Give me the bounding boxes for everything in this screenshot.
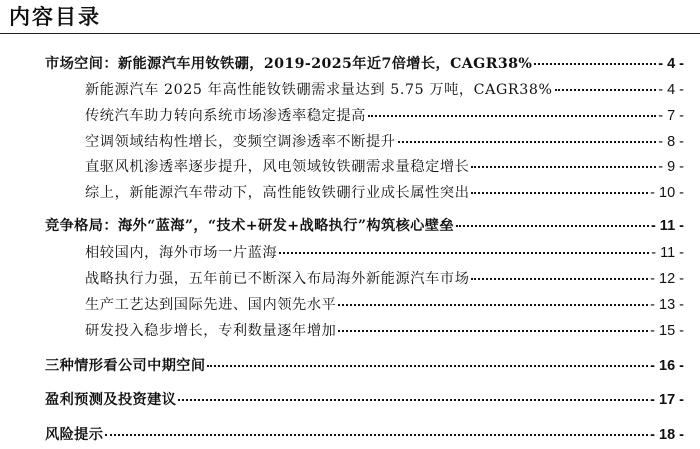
toc-entry-page: - 10 -: [650, 185, 684, 201]
toc-entry-label: 综上，新能源汽车带动下，高性能钕铁硼行业成长属性突出: [85, 185, 470, 201]
toc-entry-label: 空调领域结构性增长，变频空调渗透率不断提升: [85, 134, 396, 150]
dot-leader: [471, 192, 648, 194]
toc-entry-label: 三种情形看公司中期空间: [45, 358, 206, 374]
dot-leader: [105, 434, 648, 436]
toc-entry-nev-demand[interactable]: [85, 78, 684, 102]
toc-entry-risks[interactable]: [45, 423, 684, 447]
toc-entry-label: 研发投入稳步增长，专利数量逐年增加: [85, 323, 337, 339]
dot-leader: [207, 365, 648, 367]
toc-entry-wind-power[interactable]: [85, 155, 684, 179]
toc-entry-page: - 4 -: [658, 56, 684, 72]
dot-leader: [178, 399, 648, 401]
toc-entry-label: 传统汽车助力转向系统市场渗透率稳定提高: [85, 108, 366, 124]
toc-entry-page: - 13 -: [650, 297, 684, 313]
dot-leader: [279, 252, 649, 254]
toc-entry-page: - 11 -: [651, 245, 684, 261]
dot-leader: [471, 278, 648, 280]
toc-entry-page: - 4 -: [658, 82, 684, 98]
dot-leader: [398, 141, 657, 143]
toc-entry-overseas-market[interactable]: [85, 241, 684, 265]
toc-entry-power-steering[interactable]: [85, 104, 684, 128]
toc-entry-rnd[interactable]: [85, 319, 684, 343]
toc-entry-competition[interactable]: [45, 214, 684, 238]
toc-entry-forecast[interactable]: [45, 388, 684, 412]
toc-entry-scenarios[interactable]: [45, 354, 684, 378]
toc-title: 内容目录: [9, 4, 101, 29]
dot-leader: [555, 89, 657, 91]
toc-entry-page: - 11 -: [650, 218, 684, 234]
toc-entry-page: - 7 -: [658, 108, 684, 124]
toc-entry-page: - 17 -: [650, 392, 684, 408]
toc-entry-air-conditioning[interactable]: [85, 130, 684, 154]
dot-leader: [338, 330, 648, 332]
toc-entry-page: - 8 -: [658, 134, 684, 150]
toc-entry-label: 直驱风机渗透率逐步提升，风电领域钕铁硼需求量稳定增长: [85, 159, 470, 175]
title-divider: [0, 33, 700, 34]
toc-entry-label: 市场空间：新能源汽车用钕铁硼，2019-2025年近7倍增长，CAGR38%: [45, 56, 533, 72]
dot-leader: [456, 225, 649, 227]
toc-entry-label: 竞争格局：海外“蓝海”，“技术+研发+战略执行”构筑核心壁垒: [45, 218, 454, 234]
toc-entry-summary[interactable]: [85, 181, 684, 205]
toc-entry-page: - 18 -: [650, 427, 684, 443]
toc-entry-strategy[interactable]: [85, 267, 684, 291]
toc-entry-label: 相较国内，海外市场一片蓝海: [85, 245, 278, 261]
toc-entry-page: - 9 -: [658, 159, 684, 175]
toc-entry-label: 生产工艺达到国际先进、国内领先水平: [85, 297, 337, 313]
dot-leader: [534, 63, 656, 65]
toc-entry-label: 风险提示: [45, 427, 104, 443]
toc-entry-label: 战略执行力强，五年前已不断深入布局海外新能源汽车市场: [85, 271, 470, 287]
dot-leader: [471, 166, 656, 168]
toc-entry-market-space[interactable]: [45, 52, 684, 76]
toc-entry-process[interactable]: [85, 293, 684, 317]
toc-entry-page: - 12 -: [650, 271, 684, 287]
dot-leader: [368, 115, 656, 117]
toc-entry-label: 新能源汽车 2025 年高性能钕铁硼需求量达到 5.75 万吨，CAGR38%: [85, 82, 553, 98]
toc-entry-label: 盈利预测及投资建议: [45, 392, 177, 408]
toc-entry-page: - 16 -: [650, 358, 684, 374]
dot-leader: [338, 304, 648, 306]
toc-entry-page: - 15 -: [650, 323, 684, 339]
